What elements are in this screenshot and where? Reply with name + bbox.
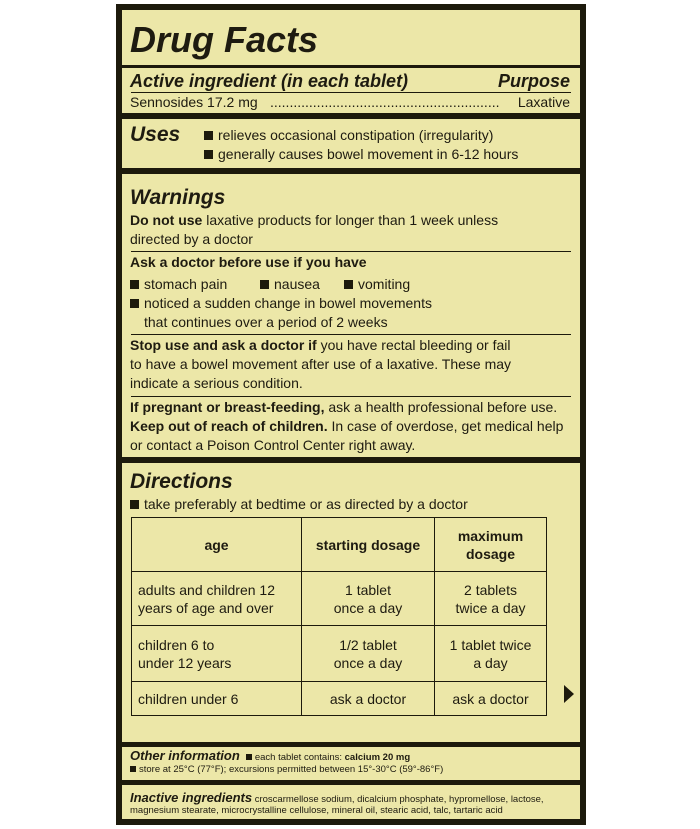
bullet-icon [204, 150, 213, 159]
table-cell: 2 tablets twice a day [435, 572, 547, 626]
table-cell: 1 tablet twice a day [435, 626, 547, 682]
symptom-item: nausea [260, 276, 320, 293]
stop-use-line: Stop use and ask a doctor if you have rectal bleeding or fail [130, 337, 511, 353]
stop-use-line: indicate a serious condition. [130, 375, 303, 391]
warning-divider [131, 396, 571, 397]
table-cell: 1 tablet once a day [302, 572, 435, 626]
table-cell: ask a doctor [435, 682, 547, 716]
title-rule [122, 65, 580, 68]
bullet-icon [130, 299, 139, 308]
directions-note: take preferably at bedtime or as directed by a doctor [130, 496, 468, 513]
active-ingredient: Sennosides 17.2 mg [130, 94, 258, 110]
leader-dots: ........................................................... [270, 94, 500, 110]
warning-divider [131, 251, 571, 252]
table-row [132, 682, 547, 716]
other-info-heading: Other information [130, 748, 240, 763]
warning-divider [131, 334, 571, 335]
children-line: Keep out of reach of children. In case of overdose, get medical help [130, 418, 564, 434]
page-title: Drug Facts [130, 19, 319, 60]
symptom-item: stomach pain [130, 276, 227, 293]
table-header-maximum: maximum dosage [435, 518, 547, 572]
table-header-row [132, 518, 547, 572]
section-rule [122, 113, 580, 119]
table-cell: ask a doctor [302, 682, 435, 716]
do-not-use-line: Do not use laxative products for longer than 1 week unless [130, 212, 499, 228]
table-row [132, 572, 547, 626]
warnings-heading: Warnings [130, 186, 226, 209]
uses-heading: Uses [130, 123, 181, 146]
table-row [132, 626, 547, 682]
list-item: relieves occasional constipation (irregularity) [204, 127, 493, 144]
table-header-age: age [132, 518, 302, 572]
bullet-icon [246, 754, 252, 760]
active-rule [131, 92, 571, 93]
bullet-icon [130, 280, 139, 289]
active-ingredient-heading: Active ingredient (in each tablet) [130, 71, 409, 91]
section-rule [122, 168, 580, 174]
ask-doctor-heading: Ask a doctor before use if you have [130, 254, 367, 270]
section-rule [122, 457, 580, 463]
purpose-value: Laxative [517, 94, 570, 110]
pregnant-line: If pregnant or breast-feeding, ask a health professional before use. [130, 399, 558, 415]
section-rule [122, 742, 580, 747]
bullet-icon [344, 280, 353, 289]
table-cell: children under 6 [132, 682, 302, 716]
symptom-item: noticed a sudden change in bowel movements [130, 295, 432, 312]
section-rule [122, 780, 580, 785]
list-item: generally causes bowel movement in 6-12 hours [204, 146, 518, 163]
other-info-line: store at 25°C (77°F); excursions permitted between 15°-30°C (59°-86°F) [130, 764, 443, 776]
table-cell: adults and children 12 years of age and over [132, 572, 302, 626]
table-cell: 1/2 tablet once a day [302, 626, 435, 682]
inactive-line: magnesium stearate, microcrystalline cellulose, mineral oil, stearic acid, talc, tartaric acid [130, 805, 503, 816]
bullet-icon [204, 131, 213, 140]
table-header-starting: starting dosage [302, 518, 435, 572]
stop-use-line: to have a bowel movement after use of a laxative. These may [130, 356, 512, 372]
inactive-heading: Inactive ingredients [130, 790, 253, 805]
inactive-line: Inactive ingredients croscarmellose sodium, dicalcium phosphate, hypromellose, lactose, [130, 790, 544, 805]
children-line: or contact a Poison Control Center right away. [130, 437, 416, 453]
symptom-item-continued: that continues over a period of 2 weeks [144, 314, 388, 330]
directions-heading: Directions [130, 470, 233, 493]
drug-facts-panel [116, 4, 586, 825]
bullet-icon [130, 766, 136, 772]
bullet-icon [130, 500, 139, 509]
symptom-item: vomiting [344, 276, 410, 293]
do-not-use-line: directed by a doctor [130, 231, 253, 247]
table-cell: children 6 to under 12 years [132, 626, 302, 682]
bullet-icon [260, 280, 269, 289]
continue-arrow-icon [564, 685, 574, 703]
dosage-table [131, 517, 547, 716]
other-info-line: Other information each tablet contains: calcium 20 mg [130, 748, 411, 763]
purpose-heading: Purpose [497, 71, 570, 91]
